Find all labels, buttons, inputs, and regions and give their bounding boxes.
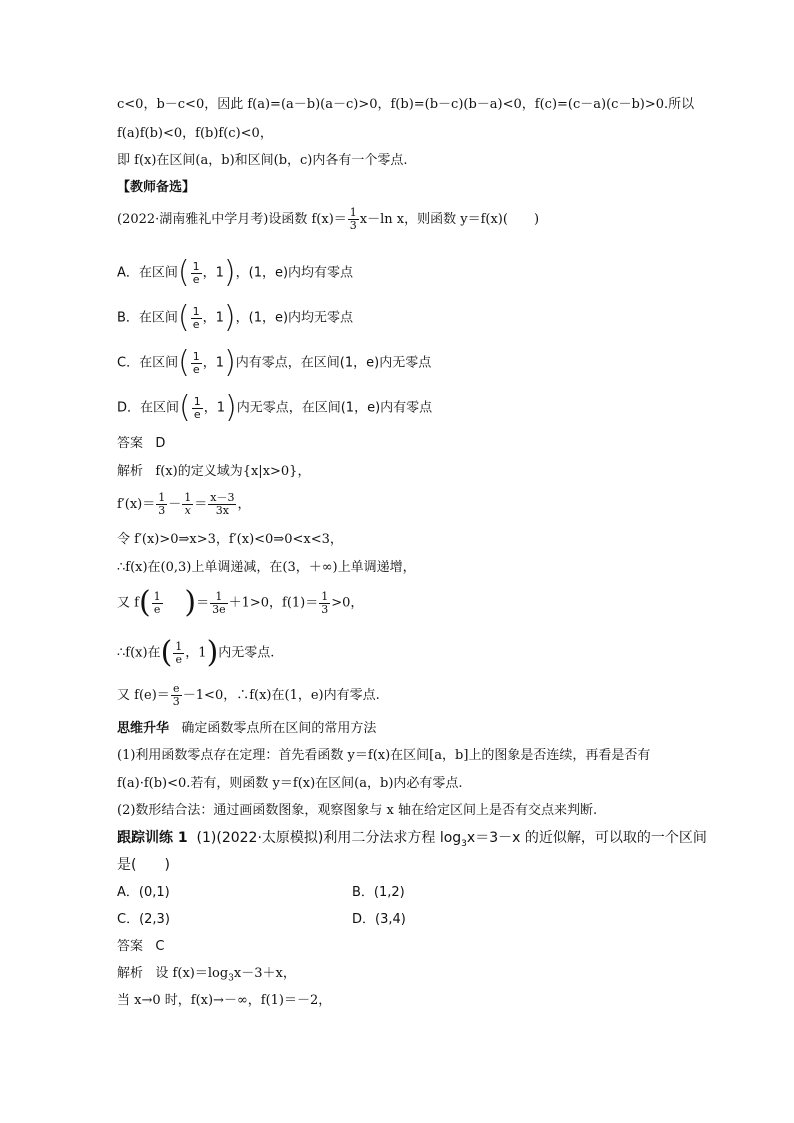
solution-1-domain [117, 463, 310, 481]
choice-d-mid: ，1 [203, 400, 226, 416]
practice-text-suffix: x＝3－x 的近似解，可以取的一个区间 [466, 830, 707, 846]
summary-item-1-line-1: (1)利用函数零点存在定理：首先看函数 y＝f(x)在区间[a，b]上的图象是否连续，再看是否有 [117, 748, 651, 763]
answer-1 [117, 435, 165, 453]
teacher-heading: 【教师备选】 [117, 180, 196, 195]
conc-fraction [173, 641, 184, 666]
choice-b-fraction [191, 306, 202, 331]
solution-1-derivative [117, 492, 251, 517]
deriv-frac-3 [208, 492, 236, 517]
answer-2-label: 答案 [117, 939, 144, 954]
choice-a-letter: A．在区间 [117, 265, 178, 281]
value-f2-num: 1 [210, 591, 228, 604]
deriv-f1-num: 1 [158, 491, 166, 504]
choice-d-letter: D．在区间 [117, 400, 180, 416]
open-paren-icon: ( [177, 300, 190, 335]
practice-question [117, 829, 707, 853]
choice-b-den: e [192, 317, 200, 331]
deriv-eq: ＝ [194, 497, 208, 512]
practice-option-a: A．(0,1) [117, 885, 170, 900]
choice-c [117, 345, 432, 380]
answer-1-label: 答案 [117, 436, 144, 451]
choice-d-num: 1 [193, 394, 201, 408]
fe-den: 3 [172, 695, 180, 708]
close-paren-icon: ) [184, 585, 197, 620]
value-f3-den: 3 [321, 602, 329, 616]
conc-mid: ，1 [185, 645, 207, 661]
open-paren-icon: ( [178, 345, 190, 380]
conc-num: 1 [175, 639, 183, 653]
choice-b-text: ，(1，e)内均无零点 [235, 310, 354, 326]
deriv-frac-2 [182, 492, 193, 517]
answer-2 [117, 938, 165, 956]
choice-c-letter: C．在区间 [117, 355, 179, 371]
open-paren-icon: ( [177, 255, 190, 290]
solution-1-sign: 令 f′(x)>0⇒x>3，f′(x)<0⇒0<x<3， [117, 532, 343, 547]
close-paren-icon: ) [224, 345, 236, 380]
value-f3-num: 1 [321, 589, 329, 603]
solution-2-prefix: 设 f(x)＝log [155, 966, 229, 981]
practice-text-prefix: (1)(2022·太原模拟)利用二分法求方程 log [196, 830, 462, 846]
choice-a [117, 255, 354, 290]
solution-2-line-2: 当 x→0 时，f(x)→－∞，f(1)＝－2， [117, 993, 332, 1008]
practice-log-base: 3 [461, 838, 467, 849]
choice-b-letter: B．在区间 [117, 310, 178, 326]
conc-den: e [175, 652, 183, 666]
choice-a-num: 1 [192, 259, 200, 273]
summary-heading: 思维升华 [117, 721, 170, 736]
question-fraction [348, 207, 359, 232]
conc-prefix: ∴f(x)在 [117, 645, 161, 661]
choice-a-fraction [191, 261, 202, 286]
choice-c-den: e [192, 362, 200, 376]
fe-prefix: 又 f(e)＝ [117, 688, 170, 703]
solution-2-label: 解析 [117, 966, 144, 981]
deriv-f2-num: 1 [184, 491, 192, 504]
choice-a-text: ，(1，e)内均有零点 [235, 265, 354, 281]
practice-option-c: C．(2,3) [117, 912, 170, 927]
choice-a-den: e [192, 272, 200, 286]
summary-item-2: (2)数形结合法：通过画函数图象，观察图象与 x 轴在给定区间上是否有交点来判断. [117, 803, 598, 818]
value-frac-2 [210, 591, 228, 616]
close-paren-icon: ) [223, 300, 236, 335]
choice-d [117, 390, 433, 425]
choice-c-fraction [191, 351, 202, 376]
deriv-f2-den: x [184, 504, 191, 517]
question-prefix: (2022·湖南雅礼中学月考)设函数 f(x)＝ [117, 212, 347, 227]
summary-heading-row [117, 720, 376, 738]
deriv-minus: － [168, 497, 182, 512]
value-end: >0， [331, 595, 364, 611]
conc-end: 内无零点. [218, 645, 275, 661]
solution-1-label: 解析 [117, 464, 144, 479]
fe-fraction [171, 683, 182, 708]
open-paren-icon: ( [179, 390, 191, 425]
answer-1-value: D [155, 436, 166, 451]
open-paren-icon: ( [160, 635, 173, 670]
choice-c-text: 内有零点，在区间(1，e)内无零点 [235, 355, 432, 371]
solution-2-suffix: x－3＋x， [233, 966, 296, 981]
solution-1-values [117, 585, 364, 620]
intro-line-1: c<0，b－c<0，因此 f(a)=(a－b)(a－c)>0，f(b)=(b－c)(b－a)<0，f(c)=(c－a)(c－b)>0.所以 [117, 97, 695, 112]
practice-line-2: 是( ) [117, 857, 170, 873]
choice-c-mid: ，1 [202, 355, 225, 371]
practice-option-b: B．(1,2) [352, 885, 405, 900]
intro-line-3: 即 f(x)在区间(a，b)和区间(b，c)内各有一个零点. [117, 153, 408, 168]
deriv-f1-den: 3 [158, 504, 166, 517]
solution-2-line-1 [117, 965, 296, 988]
open-paren-icon: ( [138, 585, 151, 620]
fe-end: －1<0，∴f(x)在(1，e)内有零点. [182, 688, 380, 703]
deriv-frac-1 [156, 492, 167, 517]
choice-d-text: 内无零点，在区间(1，e)内有零点 [236, 400, 433, 416]
value-f1-num: 1 [153, 589, 161, 603]
choice-d-den: e [193, 407, 201, 421]
value-prefix: 又 f [117, 595, 139, 611]
fe-num: e [171, 683, 182, 696]
deriv-f3-num: x－3 [210, 491, 235, 504]
choice-d-fraction [192, 396, 203, 421]
choice-a-mid: ，1 [202, 265, 224, 281]
question-frac-num: 1 [349, 206, 357, 219]
solution-1-monotonic: ∴f(x)在(0,3)上单调递减，在(3，＋∞)上单调递增， [117, 560, 416, 575]
question-frac-den: 3 [349, 219, 357, 232]
intro-line-2: f(a)f(b)<0，f(b)f(c)<0， [117, 126, 273, 141]
choice-b-mid: ，1 [202, 310, 224, 326]
value-mid: ＋1>0，f(1)＝ [228, 595, 319, 611]
close-paren-icon: ) [225, 390, 237, 425]
question-suffix: x－ln x，则函数 y＝f(x)( ) [359, 212, 540, 227]
value-f2-den: 3e [212, 602, 226, 616]
deriv-prefix: f′(x)＝ [117, 497, 156, 512]
answer-2-value: C [155, 939, 165, 954]
choice-b-num: 1 [192, 304, 200, 318]
solution-1-conclusion [117, 635, 275, 670]
deriv-f3-den: 3x [215, 504, 229, 517]
close-paren-icon: ) [223, 255, 236, 290]
summary-item-1-line-2: f(a)·f(b)<0.若有，则函数 y＝f(x)在区间(a，b)内必有零点. [117, 776, 463, 791]
solution-1-fe [117, 683, 380, 708]
solution-1-domain-text: f(x)的定义域为{x|x>0}， [155, 464, 311, 479]
deriv-end: ， [237, 497, 251, 512]
value-frac-1 [152, 591, 163, 616]
practice-label: 跟踪训练 1 [117, 830, 188, 846]
value-eq: ＝ [196, 595, 210, 611]
solution-2-log-base: 3 [228, 973, 234, 984]
question-stem [117, 207, 539, 232]
choice-c-num: 1 [192, 349, 200, 363]
practice-option-d: D．(3,4) [352, 912, 406, 927]
choice-b [117, 300, 354, 335]
value-frac-3 [319, 591, 330, 616]
close-paren-icon: ) [206, 635, 219, 670]
summary-title: 确定函数零点所在区间的常用方法 [181, 721, 377, 736]
value-f1-den: e [153, 602, 161, 616]
